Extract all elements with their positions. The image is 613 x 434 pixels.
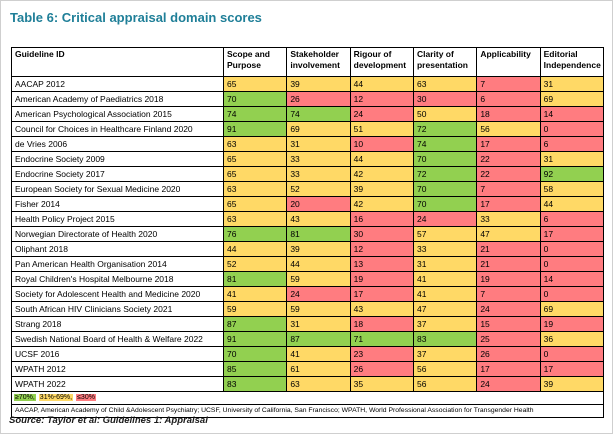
score-cell: 72: [413, 122, 476, 137]
score-cell: 10: [350, 137, 413, 152]
table-row: [12, 287, 604, 302]
score-cell: 70: [413, 197, 476, 212]
score-cell: 63: [224, 212, 287, 227]
table-row: [12, 137, 604, 152]
legend-cell: [12, 392, 604, 405]
legend-row: [12, 392, 604, 405]
score-cell: 35: [350, 377, 413, 392]
footnote: AACAP, American Academy of Child &Adolescent Psychiatry; UCSF, University of California, San Francisco; WPATH, World Professional Association for Transgender Health: [12, 405, 604, 418]
table-row: [12, 197, 604, 212]
score-cell: 31: [287, 317, 350, 332]
score-cell: 30: [413, 92, 476, 107]
score-cell: 65: [224, 197, 287, 212]
table-row: [12, 182, 604, 197]
legend-item-green: ≥70%,: [15, 394, 35, 402]
score-cell: 39: [287, 77, 350, 92]
score-cell: 26: [350, 362, 413, 377]
score-cell: 39: [287, 242, 350, 257]
table-row: [12, 377, 604, 392]
score-cell: 63: [413, 77, 476, 92]
score-cell: 74: [287, 107, 350, 122]
source-note: Source: Taylor et al: Guidelines 1: Appraisal: [9, 415, 208, 426]
score-cell: 51: [350, 122, 413, 137]
column-header: Guideline ID: [12, 48, 224, 77]
score-cell: 19: [350, 272, 413, 287]
score-cell: 65: [224, 152, 287, 167]
score-cell: 42: [350, 197, 413, 212]
score-cell: 63: [287, 377, 350, 392]
score-cell: 65: [224, 167, 287, 182]
score-cell: 87: [224, 317, 287, 332]
score-cell: 12: [350, 92, 413, 107]
score-cell: 39: [350, 182, 413, 197]
score-cell: 7: [477, 77, 540, 92]
score-cell: 24: [477, 377, 540, 392]
score-cell: 7: [477, 182, 540, 197]
score-cell: 41: [287, 347, 350, 362]
score-cell: 91: [224, 332, 287, 347]
score-cell: 21: [477, 242, 540, 257]
score-cell: 74: [224, 107, 287, 122]
score-cell: 70: [224, 347, 287, 362]
score-cell: 70: [224, 92, 287, 107]
guideline-cell: WPATH 2012: [12, 362, 224, 377]
score-cell: 47: [413, 302, 476, 317]
column-header: Rigour of development: [350, 48, 413, 77]
guideline-cell: WPATH 2022: [12, 377, 224, 392]
guideline-cell: Society for Adolescent Health and Medicine 2020: [12, 287, 224, 302]
score-cell: 31: [540, 152, 603, 167]
legend-item-red: ≤30%: [77, 394, 95, 402]
score-cell: 0: [540, 287, 603, 302]
score-cell: 59: [287, 272, 350, 287]
score-cell: 65: [224, 77, 287, 92]
guideline-cell: South African HIV Clinicians Society 2021: [12, 302, 224, 317]
score-cell: 70: [413, 152, 476, 167]
score-cell: 69: [540, 302, 603, 317]
score-cell: 14: [540, 107, 603, 122]
score-cell: 6: [540, 137, 603, 152]
table-row: [12, 347, 604, 362]
appraisal-table: [11, 47, 604, 418]
page: [1, 1, 612, 426]
score-cell: 44: [540, 197, 603, 212]
score-cell: 44: [350, 77, 413, 92]
score-cell: 44: [350, 152, 413, 167]
score-cell: 19: [477, 272, 540, 287]
score-cell: 69: [540, 92, 603, 107]
score-cell: 31: [413, 257, 476, 272]
table-row: [12, 167, 604, 182]
legend-item-yellow: 31%-69%,: [39, 394, 73, 402]
score-cell: 16: [350, 212, 413, 227]
guideline-cell: American Academy of Paediatrics 2018: [12, 92, 224, 107]
score-cell: 17: [540, 227, 603, 242]
score-cell: 39: [540, 377, 603, 392]
score-cell: 83: [224, 377, 287, 392]
score-cell: 13: [350, 257, 413, 272]
score-cell: 18: [477, 107, 540, 122]
score-cell: 70: [413, 182, 476, 197]
guideline-cell: Pan American Health Organisation 2014: [12, 257, 224, 272]
score-cell: 33: [287, 152, 350, 167]
table-row: [12, 122, 604, 137]
score-cell: 58: [540, 182, 603, 197]
score-cell: 17: [477, 362, 540, 377]
score-cell: 43: [350, 302, 413, 317]
score-cell: 31: [287, 137, 350, 152]
guideline-cell: Endocrine Society 2017: [12, 167, 224, 182]
score-cell: 14: [540, 272, 603, 287]
table-container: [11, 47, 604, 418]
score-cell: 87: [287, 332, 350, 347]
table-row: [12, 107, 604, 122]
score-cell: 17: [477, 137, 540, 152]
guideline-cell: American Psychological Association 2015: [12, 107, 224, 122]
score-cell: 42: [350, 167, 413, 182]
score-cell: 59: [287, 302, 350, 317]
score-cell: 26: [477, 347, 540, 362]
score-cell: 36: [540, 332, 603, 347]
score-cell: 44: [287, 257, 350, 272]
table-row: [12, 302, 604, 317]
score-cell: 61: [287, 362, 350, 377]
score-cell: 25: [477, 332, 540, 347]
score-cell: 17: [477, 197, 540, 212]
score-cell: 0: [540, 242, 603, 257]
table-row: [12, 362, 604, 377]
score-cell: 0: [540, 347, 603, 362]
score-cell: 85: [224, 362, 287, 377]
table-footer: [12, 392, 604, 418]
score-cell: 0: [540, 122, 603, 137]
score-cell: 81: [287, 227, 350, 242]
score-cell: 6: [477, 92, 540, 107]
guideline-cell: Endocrine Society 2009: [12, 152, 224, 167]
score-cell: 56: [477, 122, 540, 137]
score-cell: 63: [224, 137, 287, 152]
score-cell: 44: [224, 242, 287, 257]
table-row: [12, 272, 604, 287]
guideline-cell: Oliphant 2018: [12, 242, 224, 257]
score-cell: 17: [350, 287, 413, 302]
score-cell: 24: [413, 212, 476, 227]
score-cell: 23: [350, 347, 413, 362]
guideline-cell: AACAP 2012: [12, 77, 224, 92]
score-cell: 52: [287, 182, 350, 197]
score-cell: 71: [350, 332, 413, 347]
score-cell: 31: [540, 77, 603, 92]
table-row: [12, 212, 604, 227]
score-cell: 24: [477, 302, 540, 317]
score-cell: 57: [413, 227, 476, 242]
score-cell: 41: [413, 272, 476, 287]
page-title: Table 6: Critical appraisal domain scores: [10, 10, 262, 25]
guideline-cell: UCSF 2016: [12, 347, 224, 362]
score-cell: 6: [540, 212, 603, 227]
guideline-cell: European Society for Sexual Medicine 2020: [12, 182, 224, 197]
guideline-cell: Strang 2018: [12, 317, 224, 332]
column-header: Stakeholder involvement: [287, 48, 350, 77]
score-cell: 22: [477, 152, 540, 167]
score-cell: 15: [477, 317, 540, 332]
score-cell: 41: [413, 287, 476, 302]
score-cell: 33: [413, 242, 476, 257]
table-row: [12, 92, 604, 107]
table-row: [12, 242, 604, 257]
score-cell: 83: [413, 332, 476, 347]
column-header: Scope and Purpose: [224, 48, 287, 77]
column-header: Editorial Independence: [540, 48, 603, 77]
score-cell: 72: [413, 167, 476, 182]
score-cell: 24: [287, 287, 350, 302]
guideline-cell: Fisher 2014: [12, 197, 224, 212]
score-cell: 81: [224, 272, 287, 287]
table-body: [12, 77, 604, 392]
guideline-cell: Council for Choices in Healthcare Finland 2020: [12, 122, 224, 137]
header-row: [12, 48, 604, 77]
score-cell: 30: [350, 227, 413, 242]
table-row: [12, 257, 604, 272]
guideline-cell: Health Policy Project 2015: [12, 212, 224, 227]
score-cell: 52: [224, 257, 287, 272]
score-cell: 41: [224, 287, 287, 302]
column-header: Clarity of presentation: [413, 48, 476, 77]
score-cell: 33: [287, 167, 350, 182]
score-cell: 33: [477, 212, 540, 227]
table-row: [12, 317, 604, 332]
score-cell: 12: [350, 242, 413, 257]
guideline-cell: de Vries 2006: [12, 137, 224, 152]
score-cell: 50: [413, 107, 476, 122]
score-cell: 24: [350, 107, 413, 122]
score-cell: 92: [540, 167, 603, 182]
table-header: [12, 48, 604, 77]
score-cell: 43: [287, 212, 350, 227]
guideline-cell: Norwegian Directorate of Health 2020: [12, 227, 224, 242]
score-cell: 37: [413, 347, 476, 362]
score-cell: 19: [540, 317, 603, 332]
guideline-cell: Swedish National Board of Health & Welfare 2022: [12, 332, 224, 347]
score-cell: 17: [540, 362, 603, 377]
score-cell: 74: [413, 137, 476, 152]
score-cell: 20: [287, 197, 350, 212]
guideline-cell: Royal Children's Hospital Melbourne 2018: [12, 272, 224, 287]
score-cell: 56: [413, 377, 476, 392]
score-cell: 22: [477, 167, 540, 182]
score-cell: 69: [287, 122, 350, 137]
score-cell: 47: [477, 227, 540, 242]
score-cell: 63: [224, 182, 287, 197]
score-cell: 91: [224, 122, 287, 137]
score-cell: 76: [224, 227, 287, 242]
table-row: [12, 227, 604, 242]
table-row: [12, 332, 604, 347]
score-cell: 21: [477, 257, 540, 272]
score-cell: 0: [540, 257, 603, 272]
score-cell: 59: [224, 302, 287, 317]
score-cell: 26: [287, 92, 350, 107]
table-row: [12, 152, 604, 167]
column-header: Applicability: [477, 48, 540, 77]
score-cell: 37: [413, 317, 476, 332]
score-cell: 18: [350, 317, 413, 332]
table-row: [12, 77, 604, 92]
score-cell: 56: [413, 362, 476, 377]
score-cell: 7: [477, 287, 540, 302]
